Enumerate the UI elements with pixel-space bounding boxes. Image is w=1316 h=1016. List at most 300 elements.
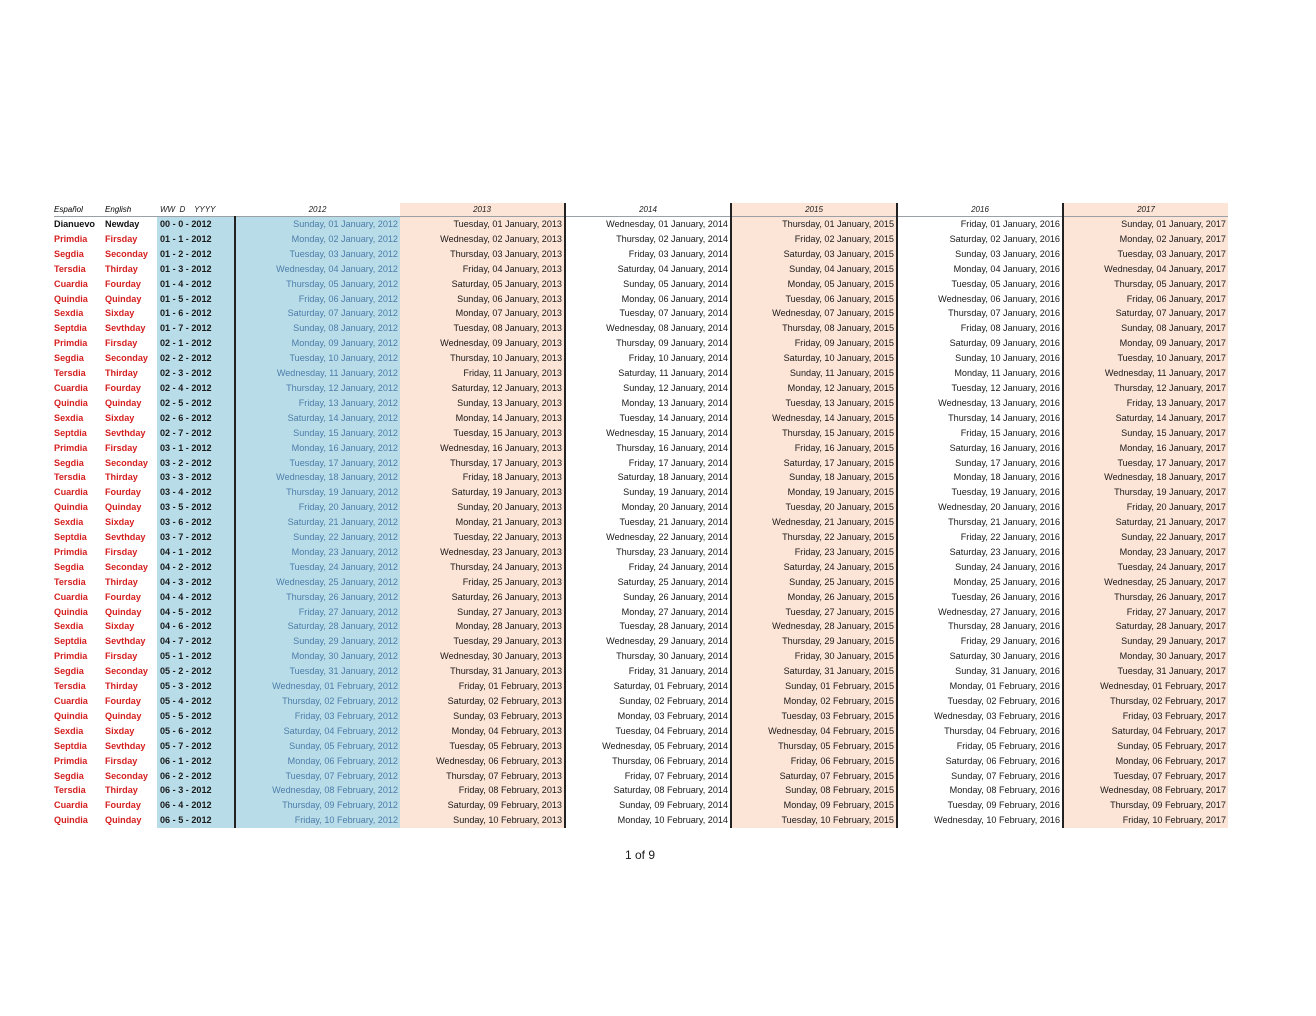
date-2015: Monday, 19 January, 2015: [731, 485, 897, 500]
date-2015: Saturday, 07 February, 2015: [731, 769, 897, 784]
date-2015: Saturday, 03 January, 2015: [731, 247, 897, 262]
table-row: [54, 262, 1228, 277]
date-2012: Monday, 02 January, 2012: [235, 232, 400, 247]
date-2014: Saturday, 25 January, 2014: [565, 575, 731, 590]
column-header-spanish: Español: [54, 203, 105, 217]
week-day-code: 02 - 7 - 2012: [157, 426, 235, 441]
week-day-code: 03 - 5 - 2012: [157, 500, 235, 515]
spanish-day-name: Sexdia: [54, 725, 84, 736]
spanish-day-name: Primdia: [54, 651, 88, 662]
date-2013: Friday, 18 January, 2013: [400, 470, 565, 485]
english-day-name: Thirday: [105, 681, 138, 692]
week-day-code: 06 - 3 - 2012: [157, 783, 235, 798]
date-2017: Friday, 27 January, 2017: [1063, 605, 1228, 620]
english-day-name: Sixday: [105, 412, 135, 423]
english-day-name: Fourday: [105, 382, 141, 393]
spanish-day-name: Primdia: [54, 755, 88, 766]
spanish-day-name: Sexdia: [54, 517, 84, 528]
date-2016: Monday, 18 January, 2016: [897, 470, 1063, 485]
week-day-code: 04 - 1 - 2012: [157, 545, 235, 560]
date-2014: Friday, 07 February, 2014: [565, 769, 731, 784]
english-day-name: Seconday: [105, 561, 148, 572]
date-2015: Saturday, 17 January, 2015: [731, 456, 897, 471]
spanish-day-name: Tersdia: [54, 263, 86, 274]
date-2014: Saturday, 01 February, 2014: [565, 679, 731, 694]
date-2017: Monday, 09 January, 2017: [1063, 336, 1228, 351]
english-day-name: Firsday: [105, 442, 138, 453]
date-2014: Monday, 27 January, 2014: [565, 605, 731, 620]
table-row: [54, 366, 1228, 381]
date-2016: Tuesday, 02 February, 2016: [897, 694, 1063, 709]
date-2016: Sunday, 07 February, 2016: [897, 769, 1063, 784]
date-2014: Monday, 10 February, 2014: [565, 813, 731, 828]
english-day-name: Firsday: [105, 338, 138, 349]
date-2014: Wednesday, 08 January, 2014: [565, 321, 731, 336]
date-2017: Monday, 23 January, 2017: [1063, 545, 1228, 560]
date-2013: Friday, 25 January, 2013: [400, 575, 565, 590]
spanish-day-name: Septdia: [54, 532, 87, 543]
date-2015: Saturday, 31 January, 2015: [731, 664, 897, 679]
date-2012: Wednesday, 18 January, 2012: [235, 470, 400, 485]
date-2015: Wednesday, 07 January, 2015: [731, 306, 897, 321]
english-day-name: Sixday: [105, 725, 135, 736]
date-2016: Tuesday, 09 February, 2016: [897, 798, 1063, 813]
date-2014: Sunday, 09 February, 2014: [565, 798, 731, 813]
english-day-name: Quinday: [105, 606, 142, 617]
date-2013: Friday, 08 February, 2013: [400, 783, 565, 798]
date-2016: Sunday, 10 January, 2016: [897, 351, 1063, 366]
english-day-name: Firsday: [105, 651, 138, 662]
date-2017: Thursday, 02 February, 2017: [1063, 694, 1228, 709]
date-2014: Tuesday, 07 January, 2014: [565, 306, 731, 321]
date-2012: Sunday, 29 January, 2012: [235, 634, 400, 649]
date-2015: Thursday, 22 January, 2015: [731, 530, 897, 545]
date-2012: Tuesday, 03 January, 2012: [235, 247, 400, 262]
date-2014: Saturday, 04 January, 2014: [565, 262, 731, 277]
week-day-code: 03 - 3 - 2012: [157, 470, 235, 485]
english-day-name: Newday: [105, 219, 140, 229]
table-row: [54, 306, 1228, 321]
english-day-name: Firsday: [105, 233, 138, 244]
date-2012: Monday, 23 January, 2012: [235, 545, 400, 560]
english-day-name: Seconday: [105, 457, 148, 468]
spanish-day-name: Quindia: [54, 502, 88, 513]
date-2017: Wednesday, 18 January, 2017: [1063, 470, 1228, 485]
date-2017: Tuesday, 07 February, 2017: [1063, 769, 1228, 784]
date-2014: Friday, 31 January, 2014: [565, 664, 731, 679]
english-day-name: Sevthday: [105, 636, 146, 647]
date-2014: Wednesday, 22 January, 2014: [565, 530, 731, 545]
date-2016: Sunday, 03 January, 2016: [897, 247, 1063, 262]
column-header-2017: 2017: [1063, 203, 1228, 217]
date-2012: Saturday, 28 January, 2012: [235, 619, 400, 634]
date-2013: Thursday, 31 January, 2013: [400, 664, 565, 679]
date-2014: Monday, 03 February, 2014: [565, 709, 731, 724]
week-day-code: 04 - 2 - 2012: [157, 560, 235, 575]
date-2012: Tuesday, 07 February, 2012: [235, 769, 400, 784]
week-day-code: 03 - 1 - 2012: [157, 441, 235, 456]
english-day-name: Thirday: [105, 263, 138, 274]
date-2013: Saturday, 19 January, 2013: [400, 485, 565, 500]
table-row: [54, 336, 1228, 351]
date-2013: Monday, 14 January, 2013: [400, 411, 565, 426]
date-2016: Saturday, 16 January, 2016: [897, 441, 1063, 456]
date-2013: Thursday, 07 February, 2013: [400, 769, 565, 784]
date-2013: Monday, 28 January, 2013: [400, 619, 565, 634]
date-2014: Friday, 17 January, 2014: [565, 456, 731, 471]
date-2014: Sunday, 12 January, 2014: [565, 381, 731, 396]
date-2014: Friday, 24 January, 2014: [565, 560, 731, 575]
date-2013: Sunday, 20 January, 2013: [400, 500, 565, 515]
date-2013: Wednesday, 02 January, 2013: [400, 232, 565, 247]
date-2015: Tuesday, 13 January, 2015: [731, 396, 897, 411]
date-2015: Friday, 02 January, 2015: [731, 232, 897, 247]
date-2013: Sunday, 27 January, 2013: [400, 605, 565, 620]
table-row: [54, 679, 1228, 694]
date-2012: Saturday, 07 January, 2012: [235, 306, 400, 321]
date-2014: Tuesday, 21 January, 2014: [565, 515, 731, 530]
table-row: [54, 664, 1228, 679]
week-day-code: 03 - 2 - 2012: [157, 456, 235, 471]
week-day-code: 03 - 6 - 2012: [157, 515, 235, 530]
column-header-english: English: [105, 203, 157, 217]
spanish-day-name: Segdia: [54, 457, 84, 468]
spanish-day-name: Primdia: [54, 546, 88, 557]
table-row: [54, 247, 1228, 262]
date-2016: Friday, 08 January, 2016: [897, 321, 1063, 336]
date-2012: Monday, 16 January, 2012: [235, 441, 400, 456]
date-2014: Thursday, 09 January, 2014: [565, 336, 731, 351]
english-day-name: Seconday: [105, 353, 148, 364]
week-day-code: 06 - 4 - 2012: [157, 798, 235, 813]
date-2012: Sunday, 05 February, 2012: [235, 739, 400, 754]
date-2015: Tuesday, 27 January, 2015: [731, 605, 897, 620]
table-body: [54, 217, 1228, 829]
date-2013: Tuesday, 01 January, 2013: [400, 217, 565, 232]
english-day-name: Fourday: [105, 278, 141, 289]
date-2014: Wednesday, 01 January, 2014: [565, 217, 731, 232]
date-2017: Tuesday, 03 January, 2017: [1063, 247, 1228, 262]
english-day-name: Fourday: [105, 696, 141, 706]
date-2014: Friday, 03 January, 2014: [565, 247, 731, 262]
date-2015: Friday, 09 January, 2015: [731, 336, 897, 351]
date-2017: Sunday, 29 January, 2017: [1063, 634, 1228, 649]
date-2015: Thursday, 08 January, 2015: [731, 321, 897, 336]
date-2012: Saturday, 04 February, 2012: [235, 724, 400, 739]
table-row: [54, 724, 1228, 739]
date-2014: Sunday, 02 February, 2014: [565, 694, 731, 709]
date-2017: Saturday, 14 January, 2017: [1063, 411, 1228, 426]
table-row: [54, 396, 1228, 411]
english-day-name: Thirday: [105, 368, 138, 379]
week-day-code: 02 - 5 - 2012: [157, 396, 235, 411]
date-2016: Saturday, 02 January, 2016: [897, 232, 1063, 247]
date-2013: Friday, 01 February, 2013: [400, 679, 565, 694]
week-day-code: 06 - 5 - 2012: [157, 813, 235, 828]
page-number: 1 of 9: [624, 848, 656, 862]
week-day-code: 05 - 3 - 2012: [157, 679, 235, 694]
week-day-code: 04 - 5 - 2012: [157, 605, 235, 620]
english-day-name: Sevthday: [105, 427, 146, 438]
date-2014: Saturday, 18 January, 2014: [565, 470, 731, 485]
column-header-2014: 2014: [565, 203, 731, 217]
spanish-day-name: Quindia: [54, 293, 88, 304]
spanish-day-name: Tersdia: [54, 368, 86, 379]
date-2015: Monday, 26 January, 2015: [731, 590, 897, 605]
date-2013: Saturday, 26 January, 2013: [400, 590, 565, 605]
date-2013: Thursday, 17 January, 2013: [400, 456, 565, 471]
date-2014: Friday, 10 January, 2014: [565, 351, 731, 366]
date-2015: Monday, 05 January, 2015: [731, 277, 897, 292]
date-2017: Thursday, 09 February, 2017: [1063, 798, 1228, 813]
date-2015: Thursday, 05 February, 2015: [731, 739, 897, 754]
date-2013: Monday, 04 February, 2013: [400, 724, 565, 739]
spanish-day-name: Sexdia: [54, 621, 84, 632]
table-row: [54, 381, 1228, 396]
date-2013: Wednesday, 16 January, 2013: [400, 441, 565, 456]
week-day-code: 06 - 1 - 2012: [157, 754, 235, 769]
date-2017: Friday, 13 January, 2017: [1063, 396, 1228, 411]
date-2012: Friday, 10 February, 2012: [235, 813, 400, 828]
table-row: [54, 545, 1228, 560]
date-2016: Thursday, 28 January, 2016: [897, 619, 1063, 634]
date-2017: Tuesday, 10 January, 2017: [1063, 351, 1228, 366]
date-2013: Monday, 21 January, 2013: [400, 515, 565, 530]
date-2012: Thursday, 09 February, 2012: [235, 798, 400, 813]
week-day-code: 02 - 2 - 2012: [157, 351, 235, 366]
date-2016: Monday, 11 January, 2016: [897, 366, 1063, 381]
table-row: [54, 590, 1228, 605]
spanish-day-name: Segdia: [54, 561, 84, 572]
table-row: [54, 694, 1228, 709]
date-2017: Thursday, 05 January, 2017: [1063, 277, 1228, 292]
spanish-day-name: Dianuevo: [54, 219, 95, 229]
table-row: [54, 605, 1228, 620]
date-2014: Sunday, 05 January, 2014: [565, 277, 731, 292]
date-2012: Wednesday, 25 January, 2012: [235, 575, 400, 590]
date-2012: Sunday, 22 January, 2012: [235, 530, 400, 545]
spanish-day-name: Quindia: [54, 710, 88, 721]
table-row: [54, 426, 1228, 441]
spanish-day-name: Sexdia: [54, 308, 84, 319]
english-day-name: Quinday: [105, 502, 142, 513]
date-2013: Sunday, 06 January, 2013: [400, 292, 565, 307]
table-row: [54, 575, 1228, 590]
date-2013: Saturday, 05 January, 2013: [400, 277, 565, 292]
date-2012: Wednesday, 11 January, 2012: [235, 366, 400, 381]
english-day-name: Sevthday: [105, 532, 146, 543]
date-2012: Thursday, 02 February, 2012: [235, 694, 400, 709]
date-2014: Monday, 06 January, 2014: [565, 292, 731, 307]
date-2012: Wednesday, 01 February, 2012: [235, 679, 400, 694]
date-2013: Thursday, 03 January, 2013: [400, 247, 565, 262]
english-day-name: Firsday: [105, 546, 138, 557]
week-day-code: 04 - 3 - 2012: [157, 575, 235, 590]
english-day-name: Seconday: [105, 666, 148, 677]
date-2016: Friday, 05 February, 2016: [897, 739, 1063, 754]
date-2016: Monday, 01 February, 2016: [897, 679, 1063, 694]
date-2012: Thursday, 26 January, 2012: [235, 590, 400, 605]
date-2014: Wednesday, 29 January, 2014: [565, 634, 731, 649]
english-day-name: Quinday: [105, 397, 142, 408]
spanish-day-name: Septdia: [54, 636, 87, 647]
week-day-code: 00 - 0 - 2012: [157, 217, 235, 232]
date-2017: Tuesday, 24 January, 2017: [1063, 560, 1228, 575]
table-row: [54, 441, 1228, 456]
date-2016: Sunday, 24 January, 2016: [897, 560, 1063, 575]
table-row: [54, 530, 1228, 545]
column-header-2012: 2012: [235, 203, 400, 217]
date-2016: Wednesday, 13 January, 2016: [897, 396, 1063, 411]
date-2014: Sunday, 26 January, 2014: [565, 590, 731, 605]
date-2012: Wednesday, 08 February, 2012: [235, 783, 400, 798]
date-2012: Saturday, 14 January, 2012: [235, 411, 400, 426]
date-2013: Tuesday, 15 January, 2013: [400, 426, 565, 441]
date-2016: Thursday, 14 January, 2016: [897, 411, 1063, 426]
date-2015: Monday, 09 February, 2015: [731, 798, 897, 813]
date-2015: Tuesday, 10 February, 2015: [731, 813, 897, 828]
date-2012: Tuesday, 10 January, 2012: [235, 351, 400, 366]
english-day-name: Thirday: [105, 472, 138, 483]
date-2015: Sunday, 18 January, 2015: [731, 470, 897, 485]
date-2013: Monday, 07 January, 2013: [400, 306, 565, 321]
date-2015: Tuesday, 20 January, 2015: [731, 500, 897, 515]
english-day-name: Fourday: [105, 800, 141, 811]
date-2013: Tuesday, 05 February, 2013: [400, 739, 565, 754]
date-2017: Friday, 10 February, 2017: [1063, 813, 1228, 828]
date-2015: Wednesday, 14 January, 2015: [731, 411, 897, 426]
date-2017: Saturday, 28 January, 2017: [1063, 619, 1228, 634]
date-2014: Wednesday, 15 January, 2014: [565, 426, 731, 441]
date-2013: Wednesday, 06 February, 2013: [400, 754, 565, 769]
date-2015: Sunday, 25 January, 2015: [731, 575, 897, 590]
date-2015: Friday, 06 February, 2015: [731, 754, 897, 769]
date-2017: Sunday, 22 January, 2017: [1063, 530, 1228, 545]
english-day-name: Fourday: [105, 591, 141, 602]
table-row: [54, 470, 1228, 485]
date-2017: Sunday, 05 February, 2017: [1063, 739, 1228, 754]
week-day-code: 05 - 2 - 2012: [157, 664, 235, 679]
date-2013: Wednesday, 09 January, 2013: [400, 336, 565, 351]
date-2013: Sunday, 03 February, 2013: [400, 709, 565, 724]
date-2014: Tuesday, 14 January, 2014: [565, 411, 731, 426]
date-2015: Sunday, 04 January, 2015: [731, 262, 897, 277]
spanish-day-name: Quindia: [54, 815, 88, 826]
date-2015: Thursday, 01 January, 2015: [731, 217, 897, 232]
column-header-2015: 2015: [731, 203, 897, 217]
week-day-code: 01 - 6 - 2012: [157, 306, 235, 321]
table-row: [54, 739, 1228, 754]
english-day-name: Quinday: [105, 293, 142, 304]
week-day-code: 01 - 1 - 2012: [157, 232, 235, 247]
table-row: [54, 783, 1228, 798]
table-row: [54, 456, 1228, 471]
english-day-name: Firsday: [105, 755, 138, 766]
table-row: [54, 619, 1228, 634]
date-2015: Sunday, 01 February, 2015: [731, 679, 897, 694]
date-2017: Friday, 20 January, 2017: [1063, 500, 1228, 515]
date-2016: Monday, 04 January, 2016: [897, 262, 1063, 277]
date-2015: Wednesday, 21 January, 2015: [731, 515, 897, 530]
spanish-day-name: Segdia: [54, 666, 84, 677]
spanish-day-name: Segdia: [54, 248, 84, 259]
date-2016: Tuesday, 26 January, 2016: [897, 590, 1063, 605]
date-2017: Saturday, 04 February, 2017: [1063, 724, 1228, 739]
date-2016: Saturday, 06 February, 2016: [897, 754, 1063, 769]
date-2015: Friday, 23 January, 2015: [731, 545, 897, 560]
date-2016: Wednesday, 03 February, 2016: [897, 709, 1063, 724]
week-day-code: 01 - 3 - 2012: [157, 262, 235, 277]
spanish-day-name: Tersdia: [54, 681, 86, 692]
date-2012: Tuesday, 17 January, 2012: [235, 456, 400, 471]
date-2015: Saturday, 24 January, 2015: [731, 560, 897, 575]
week-day-code: 01 - 7 - 2012: [157, 321, 235, 336]
spanish-day-name: Quindia: [54, 606, 88, 617]
date-2013: Sunday, 10 February, 2013: [400, 813, 565, 828]
week-day-code: 03 - 7 - 2012: [157, 530, 235, 545]
date-2012: Monday, 09 January, 2012: [235, 336, 400, 351]
date-2015: Sunday, 08 February, 2015: [731, 783, 897, 798]
week-day-code: 01 - 2 - 2012: [157, 247, 235, 262]
week-day-code: 03 - 4 - 2012: [157, 485, 235, 500]
date-2017: Wednesday, 01 February, 2017: [1063, 679, 1228, 694]
date-2017: Sunday, 08 January, 2017: [1063, 321, 1228, 336]
date-2015: Sunday, 11 January, 2015: [731, 366, 897, 381]
date-2012: Friday, 06 January, 2012: [235, 292, 400, 307]
date-2012: Sunday, 01 January, 2012: [235, 217, 400, 232]
date-2017: Monday, 06 February, 2017: [1063, 754, 1228, 769]
date-2012: Monday, 06 February, 2012: [235, 754, 400, 769]
date-2014: Monday, 20 January, 2014: [565, 500, 731, 515]
spanish-day-name: Cuardia: [54, 382, 88, 393]
date-2016: Sunday, 31 January, 2016: [897, 664, 1063, 679]
calendar-table: [54, 203, 1228, 828]
date-2015: Wednesday, 04 February, 2015: [731, 724, 897, 739]
date-2013: Saturday, 09 February, 2013: [400, 798, 565, 813]
table-row: [54, 277, 1228, 292]
english-day-name: Seconday: [105, 248, 148, 259]
week-day-code: 02 - 1 - 2012: [157, 336, 235, 351]
date-2016: Tuesday, 12 January, 2016: [897, 381, 1063, 396]
date-2015: Monday, 02 February, 2015: [731, 694, 897, 709]
date-2017: Thursday, 19 January, 2017: [1063, 485, 1228, 500]
date-2017: Monday, 30 January, 2017: [1063, 649, 1228, 664]
spanish-day-name: Septdia: [54, 427, 87, 438]
date-2017: Thursday, 12 January, 2017: [1063, 381, 1228, 396]
date-2016: Thursday, 07 January, 2016: [897, 306, 1063, 321]
date-2014: Wednesday, 05 February, 2014: [565, 739, 731, 754]
date-2015: Thursday, 15 January, 2015: [731, 426, 897, 441]
week-day-code: 01 - 4 - 2012: [157, 277, 235, 292]
date-2012: Friday, 13 January, 2012: [235, 396, 400, 411]
date-2013: Thursday, 24 January, 2013: [400, 560, 565, 575]
date-2016: Thursday, 04 February, 2016: [897, 724, 1063, 739]
date-2015: Friday, 16 January, 2015: [731, 441, 897, 456]
table-row: [54, 798, 1228, 813]
week-day-code: 05 - 5 - 2012: [157, 709, 235, 724]
date-2013: Tuesday, 22 January, 2013: [400, 530, 565, 545]
date-2014: Thursday, 06 February, 2014: [565, 754, 731, 769]
spanish-day-name: Cuardia: [54, 800, 88, 811]
english-day-name: Sevthday: [105, 740, 146, 751]
date-2014: Thursday, 02 January, 2014: [565, 232, 731, 247]
spanish-day-name: Sexdia: [54, 412, 84, 423]
date-2012: Thursday, 19 January, 2012: [235, 485, 400, 500]
week-day-code: 04 - 7 - 2012: [157, 634, 235, 649]
date-2012: Sunday, 15 January, 2012: [235, 426, 400, 441]
column-header-2016: 2016: [897, 203, 1063, 217]
date-2012: Thursday, 05 January, 2012: [235, 277, 400, 292]
